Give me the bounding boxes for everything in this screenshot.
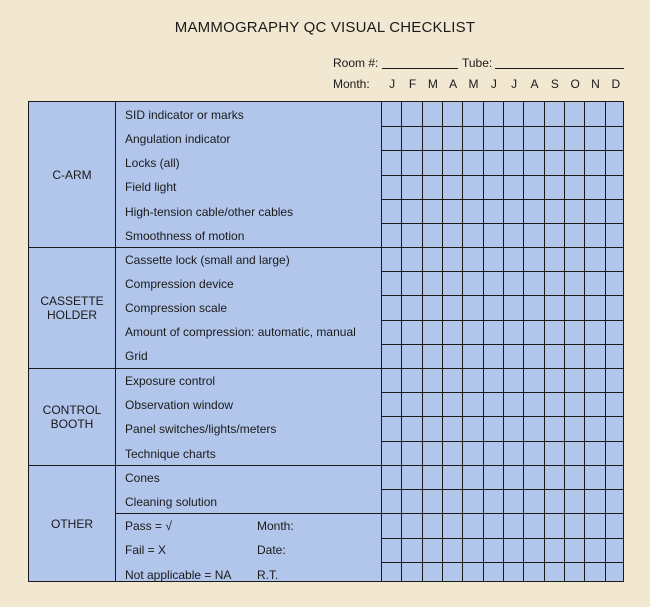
grid-row-line: [381, 199, 623, 200]
legend-fail: Fail = X: [125, 543, 167, 557]
section-divider: [29, 247, 623, 248]
category-line: CASSETTE: [40, 293, 104, 308]
category-other: [29, 465, 115, 582]
grid-row-line: [381, 562, 623, 563]
month-header-4: M: [468, 77, 479, 91]
category-divider: [115, 102, 116, 582]
grid-row-line: [381, 175, 623, 176]
grid-row-line: [381, 441, 623, 442]
legend-month: Month:: [257, 519, 294, 533]
legend-date: Date:: [257, 543, 286, 557]
category-label: [40, 294, 103, 322]
month-header-9: O: [570, 77, 580, 91]
item-compression-device: Compression device: [125, 277, 234, 291]
month-header-2: M: [427, 77, 438, 91]
item-cassette-lock: Cassette lock (small and large): [125, 253, 290, 267]
item-grid: Grid: [125, 349, 148, 363]
room-blank[interactable]: [382, 68, 458, 69]
item-field-light: Field light: [125, 180, 177, 194]
category-control-booth: [29, 368, 115, 465]
category-c-arm: [29, 102, 115, 247]
legend-divider: [115, 513, 381, 514]
month-header-11: D: [611, 77, 621, 91]
category-line: HOLDER: [46, 307, 97, 322]
month-header-7: A: [530, 77, 539, 91]
item-exposure-control: Exposure control: [125, 374, 216, 388]
legend-rt: R.T.: [257, 568, 279, 582]
section-divider: [29, 368, 623, 369]
item-smoothness-of-motion: Smoothness of motion: [125, 229, 245, 243]
month-header-3: A: [449, 77, 458, 91]
grid-row-line: [381, 392, 623, 393]
grid-row-line: [381, 150, 623, 151]
month-header-10: N: [591, 77, 600, 91]
item-technique-charts: Technique charts: [125, 447, 216, 461]
item-sid-indicator: SID indicator or marks: [125, 108, 244, 122]
item-amount-of-compression: Amount of compression: automatic, manual: [125, 325, 356, 339]
room-label: Room #:: [333, 56, 379, 70]
month-header-1: F: [408, 77, 417, 91]
item-panel-switches: Panel switches/lights/meters: [125, 422, 277, 436]
grid-row-line: [381, 513, 623, 514]
month-header-0: J: [389, 77, 396, 91]
month-header-8: S: [550, 77, 559, 91]
grid-row-line: [381, 489, 623, 490]
grid-row-line: [381, 344, 623, 345]
category-line: BOOTH: [50, 416, 94, 431]
tube-label: Tube:: [462, 56, 493, 70]
section-divider: [29, 465, 623, 466]
checklist-table: [28, 101, 624, 582]
grid-row-line: [381, 320, 623, 321]
item-cones: Cones: [125, 471, 160, 485]
category-line: CONTROL: [42, 402, 102, 417]
month-label: Month:: [333, 77, 370, 91]
item-observation-window: Observation window: [125, 398, 234, 412]
checklist-title: MAMMOGRAPHY QC VISUAL CHECKLIST: [174, 19, 476, 36]
category-label: C-ARM: [52, 167, 92, 182]
item-angulation-indicator: Angulation indicator: [125, 132, 231, 146]
month-header-5: J: [490, 77, 497, 91]
grid-row-line: [381, 416, 623, 417]
grid-row-line: [381, 126, 623, 127]
category-cassette-holder: [29, 247, 115, 368]
item-high-tension-cable: High-tension cable/other cables: [125, 205, 294, 219]
category-label: [43, 403, 102, 431]
item-compression-scale: Compression scale: [125, 301, 228, 315]
category-label: OTHER: [51, 516, 93, 531]
item-locks: Locks (all): [125, 156, 180, 170]
grid-row-line: [381, 538, 623, 539]
legend-pass: Pass = √: [125, 519, 172, 533]
month-header-6: J: [511, 77, 518, 91]
tube-blank[interactable]: [495, 68, 624, 69]
grid-row-line: [381, 295, 623, 296]
grid-row-line: [381, 271, 623, 272]
grid-row-line: [381, 223, 623, 224]
item-cleaning-solution: Cleaning solution: [125, 495, 218, 509]
legend-not-applicable: Not applicable = NA: [125, 568, 232, 582]
